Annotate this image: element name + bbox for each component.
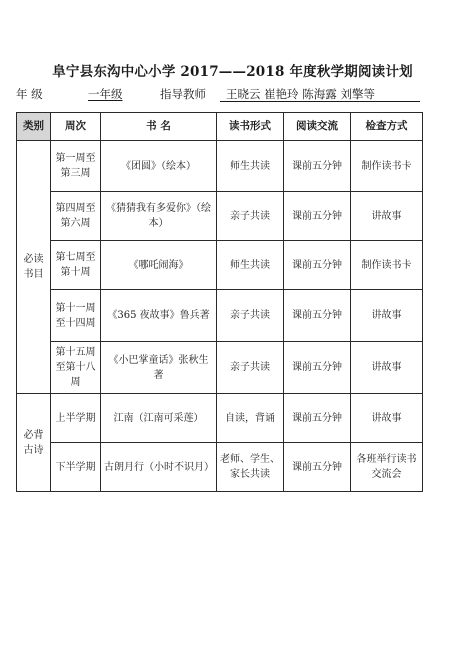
teacher-label: 指导教师 [160, 87, 206, 101]
check-cell: 讲故事 [351, 394, 423, 443]
form-cell: 亲子共读 [217, 192, 284, 241]
exchange-cell: 课前五分钟 [284, 192, 351, 241]
form-cell: 师生共读 [217, 141, 284, 192]
check-cell: 讲故事 [351, 290, 423, 342]
check-cell: 讲故事 [351, 342, 423, 394]
teacher-underline [220, 101, 420, 102]
book-cell: 《小巴掌童话》张秋生著 [101, 342, 217, 394]
period-cell: 第十五周至第十八周 [51, 342, 101, 394]
grade-label: 年 级 [16, 87, 43, 101]
grade-value: 一年级 [88, 87, 123, 101]
header-period: 周次 [51, 113, 101, 141]
check-cell: 讲故事 [351, 192, 423, 241]
book-cell: 古朗月行（小时不识月） [101, 443, 217, 492]
teacher-names: 王晓云 崔艳玲 陈海露 刘擎等 [226, 87, 375, 101]
form-cell: 自读，背诵 [217, 394, 284, 443]
header-form: 读书形式 [217, 113, 284, 141]
category-poems: 必背古诗 [17, 394, 51, 492]
period-cell: 下半学期 [51, 443, 101, 492]
period-cell: 第一周至第三周 [51, 141, 101, 192]
form-cell: 亲子共读 [217, 290, 284, 342]
header-exchange: 阅读交流 [284, 113, 351, 141]
form-cell: 亲子共读 [217, 342, 284, 394]
check-cell: 各班举行读书交流会 [351, 443, 423, 492]
exchange-cell: 课前五分钟 [284, 394, 351, 443]
check-cell: 制作读书卡 [351, 241, 423, 290]
header-check: 检查方式 [351, 113, 423, 141]
form-cell: 老师、学生、家长共读 [217, 443, 284, 492]
period-cell: 上半学期 [51, 394, 101, 443]
exchange-cell: 课前五分钟 [284, 443, 351, 492]
book-cell: 《团圆》（绘本） [101, 141, 217, 192]
book-cell: 江南（江南可采莲） [101, 394, 217, 443]
exchange-cell: 课前五分钟 [284, 342, 351, 394]
book-cell: 《哪吒闹海》 [101, 241, 217, 290]
period-cell: 第十一周至十四周 [51, 290, 101, 342]
book-cell: 《猜猜我有多爱你》（绘本） [101, 192, 217, 241]
exchange-cell: 课前五分钟 [284, 241, 351, 290]
table-row [17, 192, 423, 241]
exchange-cell: 课前五分钟 [284, 141, 351, 192]
check-cell: 制作读书卡 [351, 141, 423, 192]
table-row [17, 342, 423, 394]
header-book: 书 名 [101, 113, 217, 141]
header-type: 类别 [17, 113, 51, 141]
table-row [17, 290, 423, 342]
period-cell: 第四周至第六周 [51, 192, 101, 241]
category-required: 必读书目 [17, 141, 51, 394]
table-row [17, 394, 423, 443]
header-row [17, 113, 423, 141]
table-row [17, 141, 423, 192]
meta-line [16, 86, 446, 102]
table-row [17, 443, 423, 492]
form-cell: 师生共读 [217, 241, 284, 290]
period-cell: 第七周至第十周 [51, 241, 101, 290]
book-cell: 《365 夜故事》鲁兵著 [101, 290, 217, 342]
exchange-cell: 课前五分钟 [284, 290, 351, 342]
page-title: 阜宁县东沟中心小学 2017——2018 年度秋学期阅读计划 [52, 64, 413, 80]
reading-plan-table [16, 112, 423, 492]
table-row [17, 241, 423, 290]
